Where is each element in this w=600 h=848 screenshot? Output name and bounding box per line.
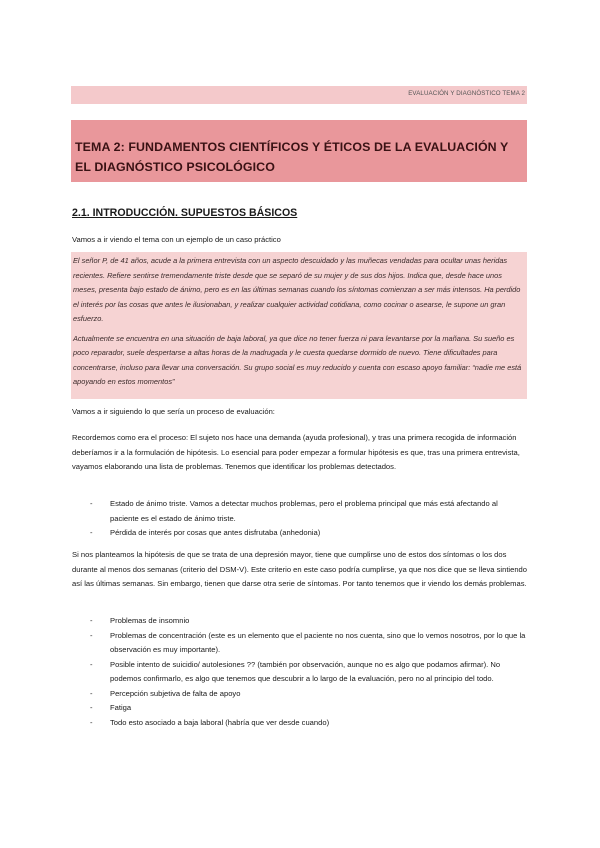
running-header-text: EVALUACIÓN Y DIAGNÓSTICO TEMA 2 xyxy=(408,90,525,97)
hypothesis-paragraph: Si nos planteamos la hipótesis de que se trata de una depresión mayor, tiene que cumplirse uno de estos dos síntomas o los dos durante al menos dos semanas (criterio del DSM-V). Este criterio en este caso podría cumplirse, ya que nos dice que se lleva sintiendo así las últimas semanas. Sin embargo, tienen que darse otra serie de síntomas. Por tanto tenemos que ir viendo los demás problemas. xyxy=(72,550,528,588)
list-item xyxy=(72,658,528,687)
list-item xyxy=(72,701,528,716)
list-dash: - xyxy=(90,659,93,669)
case-paragraph-1: El señor P, de 41 años, acude a la primera entrevista con un aspecto descuidado y las muñecas vendadas para ocultar unas heridas recientes. Refiere sentirse tremendamente triste desde que se separó de su mujer y de sus dos hijos. Indica que, desde hace unos meses, presenta bajo estado de ánimo, pero es en las últimas semanas cuando los síntomas comienzan a ser más intensos. Ha perdido el interés por las cosas que antes le ilusionaban, y realizar cualquier actividad cotidiana, como cocinar o asearse, le supone un gran esfuerzo. xyxy=(73,256,521,323)
continue-paragraph: Vamos a ir siguiendo lo que sería un proceso de evaluación: xyxy=(72,407,275,416)
list-item-text: Posible intento de suicidio/ autolesiones ?? (también por observación, aunque no es algo que podamos afirmar). No podemos confirmarlo, es algo que tenemos que descubrir a lo largo de la evaluación, pero no al principio del todo. xyxy=(110,659,501,683)
problem-list-secondary xyxy=(72,614,528,730)
list-item-text: Estado de ánimo triste. Vamos a detectar muchos problemas, pero el problema principal que más está afectando al paciente es el estado de ánimo triste. xyxy=(110,499,498,523)
list-item xyxy=(72,614,528,629)
running-header xyxy=(71,86,527,104)
list-dash: - xyxy=(90,688,93,698)
list-dash: - xyxy=(90,616,93,625)
list-item xyxy=(72,526,528,541)
list-item xyxy=(72,716,528,731)
case-paragraph-2: Actualmente se encuentra en una situación de baja laboral, ya que dice no tener fuerza ni para levantarse por la mañana. Su sueño es poco reparador, suele despertarse a altas horas de la madrugada y le cuesta quedarse dormido de nuevo. Tiene dificultades para concentrarse, incluso para llevar una conversación. Su grupo social es muy reducido y cuenta con escaso apoyo familiar: “nadie me está apoyando en estos momentos” xyxy=(73,333,522,386)
list-dash: - xyxy=(90,717,93,727)
list-item xyxy=(72,687,528,702)
recall-paragraph: Recordemos como era el proceso: El sujeto nos hace una demanda (ayuda profesional), y tras una primera recogida de información deberíamos ir a la formulación de hipótesis. Lo esencial para poder empezar a formular hipótesis es que, tras una primera entrevista, vayamos elaborando una lista de problemas. Tenemos que identificar los problemas detectados. xyxy=(72,433,520,471)
chapter-title: TEMA 2: FUNDAMENTOS CIENTÍFICOS Y ÉTICOS DE LA EVALUACIÓN Y EL DIAGNÓSTICO PSICOLÓGICO xyxy=(75,140,509,174)
list-item-text: Problemas de concentración (este es un elemento que el paciente no nos cuenta, sino que lo vemos nosotros, por lo que la observación es muy importante). xyxy=(110,630,526,654)
list-item-text: Percepción subjetiva de falta de apoyo xyxy=(110,688,241,698)
list-item-text: Problemas de insomnio xyxy=(110,616,190,625)
section-heading: 2.1. INTRODUCCIÓN. SUPUESTOS BÁSICOS xyxy=(72,207,298,219)
list-item-text: Todo esto asociado a baja laboral (habría que ver desde cuando) xyxy=(110,717,330,727)
list-item xyxy=(72,497,528,526)
list-dash: - xyxy=(90,630,93,640)
list-item xyxy=(72,629,528,658)
chapter-title-box xyxy=(71,120,527,182)
list-dash: - xyxy=(90,703,93,712)
list-item-text: Fatiga xyxy=(110,703,132,712)
list-dash: - xyxy=(90,499,93,508)
problem-list-primary xyxy=(72,497,528,541)
intro-paragraph: Vamos a ir viendo el tema con un ejemplo de un caso práctico xyxy=(72,235,281,244)
list-dash: - xyxy=(90,528,93,537)
case-study-box xyxy=(71,252,527,399)
list-item-text: Pérdida de interés por cosas que antes disfrutaba (anhedonia) xyxy=(110,528,321,537)
